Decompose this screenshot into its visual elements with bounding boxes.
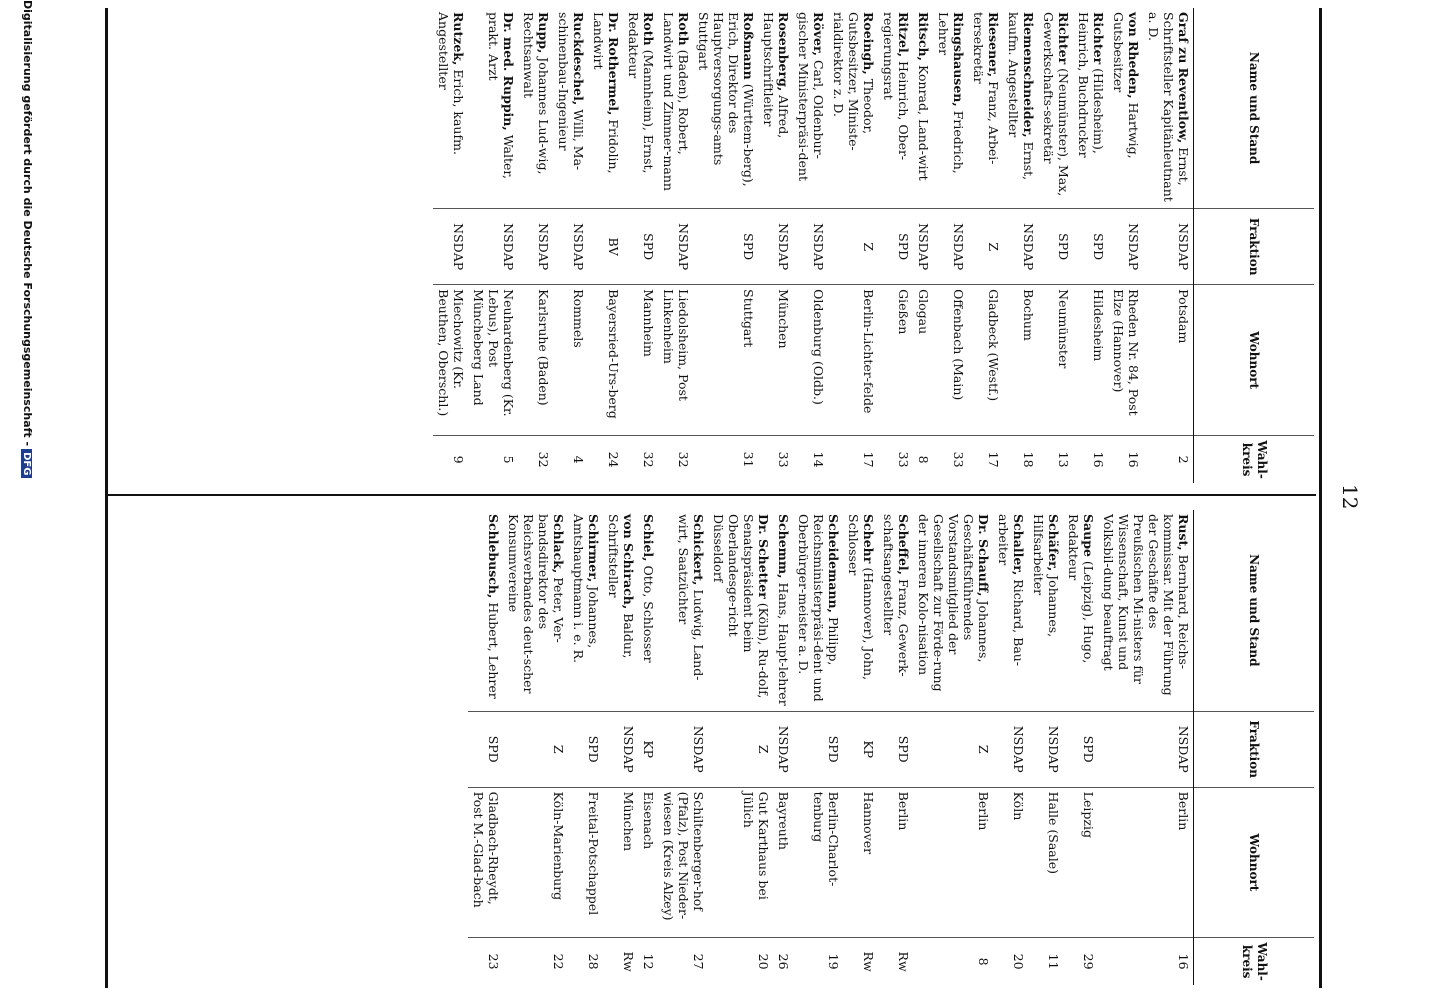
table-row — [638, 510, 658, 985]
table-row — [1028, 510, 1063, 985]
person-details: Theodor, Gutsbesitzer, Ministe-rialdirektor z. D. — [831, 12, 876, 151]
page-number: 12 — [1338, 484, 1362, 510]
person-details: Willi, Ma-schinenbau-Ingenieur — [556, 12, 586, 171]
header-fraktion: Fraktion — [1194, 711, 1315, 787]
table-row — [518, 8, 553, 483]
entry-wohnort: Stuttgart — [693, 285, 758, 436]
table-row — [1098, 510, 1194, 985]
entry-wahlkreis: 5 — [468, 436, 518, 483]
person-surname: Roth — [641, 12, 656, 46]
entry-name — [468, 8, 518, 209]
entry-wohnort: Oldenburg (Oldb.) — [793, 285, 828, 436]
entry-name — [913, 510, 993, 711]
entry-wohnort: Freital-Potschappel — [568, 787, 603, 938]
table-row — [1003, 8, 1038, 483]
entry-name — [913, 8, 933, 209]
entry-wohnort: München — [758, 285, 793, 436]
entry-wohnort: Neuhardenberg (Kr. Lebus), Post Müncheberg Land — [468, 285, 518, 436]
person-details: Konrad, Land-wirt — [916, 64, 931, 181]
table-row — [1143, 8, 1194, 483]
entry-fraktion: NSDAP — [433, 209, 468, 285]
person-surname: Schehr — [861, 514, 876, 564]
entry-wohnort: Berlin-Charlot-tenburg — [793, 787, 843, 938]
entry-wohnort: Potsdam — [1143, 285, 1194, 436]
person-surname: Schiel, — [641, 514, 656, 562]
person-details: (Köln), Ru-dolf, Senatspräsident beim Oberlandesge-richt Düsseldorf — [711, 514, 771, 699]
header-wahlkreis: Wahl-kreis — [1194, 436, 1315, 483]
table-row — [658, 510, 708, 985]
person-surname: Richter — [1056, 12, 1071, 65]
table-row — [878, 510, 913, 985]
entry-name — [878, 510, 913, 711]
person-surname: Rutzek, — [451, 12, 466, 66]
entry-name — [568, 510, 603, 711]
entry-wohnort: Offenbach (Main) — [933, 285, 968, 436]
entry-wahlkreis: 33 — [758, 436, 793, 483]
header-wahlkreis: Wahl-kreis — [1194, 938, 1315, 985]
entry-fraktion: NSDAP — [468, 209, 518, 285]
table-row — [553, 8, 588, 483]
bottom-rule — [105, 8, 108, 988]
table-row — [708, 510, 773, 985]
entry-wahlkreis: 23 — [468, 938, 503, 985]
person-surname: Röver, — [811, 12, 826, 56]
entry-name — [968, 8, 1003, 209]
table-row — [588, 8, 623, 483]
entry-fraktion: Z — [913, 711, 993, 787]
entry-name — [553, 8, 588, 209]
person-surname: Schäfer, — [1046, 514, 1061, 572]
entry-fraktion: SPD — [693, 209, 758, 285]
entry-wahlkreis: 22 — [503, 938, 568, 985]
entry-wahlkreis: 27 — [658, 938, 708, 985]
person-surname: Schlack, — [551, 514, 566, 574]
entry-fraktion: BV — [588, 209, 623, 285]
entry-name — [933, 8, 968, 209]
entry-wohnort: Berlin — [913, 787, 993, 938]
table-row — [1038, 8, 1073, 483]
entry-wohnort: Berlin — [1098, 787, 1194, 938]
entry-wahlkreis: 14 — [793, 436, 828, 483]
table-row — [433, 8, 468, 483]
entry-name — [638, 510, 658, 711]
entry-wahlkreis: 11 — [1028, 938, 1063, 985]
entry-wahlkreis: 33 — [933, 436, 968, 483]
table-row — [793, 510, 843, 985]
entry-name — [693, 8, 758, 209]
entry-wohnort: Berlin-Lichter-felde — [828, 285, 878, 436]
entry-name — [1028, 510, 1063, 711]
entry-name — [793, 8, 828, 209]
entry-wahlkreis: Rw — [603, 938, 638, 985]
entry-name — [623, 8, 658, 209]
entry-fraktion: NSDAP — [1098, 711, 1194, 787]
person-details: Franz, Arbei-tersekretär — [971, 12, 1001, 165]
table-row — [568, 510, 603, 985]
table-row — [468, 510, 503, 985]
entry-wohnort: Rheden Nr. 84, Post Elze (Hannover) — [1108, 285, 1143, 436]
entry-fraktion: Z — [828, 209, 878, 285]
person-surname: Riemenschneider, — [1021, 12, 1036, 138]
entry-wahlkreis: 12 — [638, 938, 658, 985]
entry-fraktion: NSDAP — [1003, 209, 1038, 285]
entry-name — [603, 510, 638, 711]
entry-wahlkreis: 32 — [658, 436, 693, 483]
entry-wohnort: Köln-Marienburg — [503, 787, 568, 938]
person-details: (Leipzig), Hugo, Redakteur — [1066, 514, 1096, 664]
entry-fraktion: NSDAP — [793, 209, 828, 285]
entry-name — [1098, 510, 1194, 711]
person-surname: Ritsch, — [916, 12, 931, 61]
entry-wahlkreis: 16 — [1108, 436, 1143, 483]
entry-name — [1073, 8, 1108, 209]
footer-text: Digitalisierung gefördert durch die Deutsche Forschungsgemeinschaft - — [21, 0, 34, 447]
dfg-logo: DFG — [21, 449, 32, 478]
person-details: Philipp, Reichsministerpräsi-dent und Oberbürger-meister a. D. — [796, 514, 841, 702]
entry-wohnort: Mannheim — [623, 285, 658, 436]
table-row — [993, 510, 1028, 985]
person-surname: Schlebusch, — [486, 514, 501, 599]
entry-fraktion: SPD — [623, 209, 658, 285]
person-surname: Scheidemann, — [826, 514, 841, 613]
left-register — [433, 8, 1314, 483]
entry-fraktion: NSDAP — [1143, 209, 1194, 285]
entry-wahlkreis: 26 — [773, 938, 793, 985]
entry-name — [1108, 8, 1143, 209]
person-details: Hartwig, Gutsbesitzer — [1111, 12, 1141, 159]
person-details: (Württem-berg), Erich, Direktor des Hauptversorgungs-amts Stuttgart — [696, 12, 756, 187]
entry-wahlkreis: 17 — [828, 436, 878, 483]
entry-name — [433, 8, 468, 209]
entry-name — [1038, 8, 1073, 209]
entry-wohnort: Halle (Saale) — [1028, 787, 1063, 938]
right-table — [468, 510, 1314, 985]
entry-fraktion: NSDAP — [518, 209, 553, 285]
entry-fraktion: SPD — [878, 209, 913, 285]
person-surname: Saupe — [1081, 514, 1096, 557]
entry-name — [843, 510, 878, 711]
entry-wohnort: Berlin — [878, 787, 913, 938]
person-details: Ernst, kaufm. Angestellter — [1006, 12, 1036, 181]
entry-fraktion: NSDAP — [1028, 711, 1063, 787]
entry-name — [758, 8, 793, 209]
person-surname: Roth — [676, 12, 691, 46]
entry-wohnort: Miechowitz (Kr. Beuthen, Oberschl.) — [433, 285, 468, 436]
person-details: Franz, Gewerk-schaftsangestellter — [881, 514, 911, 677]
entry-wahlkreis: 20 — [993, 938, 1028, 985]
person-details: Erich, kaufm. Angestellter — [436, 12, 466, 155]
table-row — [758, 8, 793, 483]
table-row — [1108, 8, 1143, 483]
entry-wahlkreis: 33 — [878, 436, 913, 483]
entry-name — [878, 8, 913, 209]
person-details: Johannes, Geschäftsführendes Vorstandsmitglied der Gesellschaft zur Förde-rung der inneren Kolo-nisation — [916, 514, 991, 692]
entry-wahlkreis: 18 — [1003, 436, 1038, 483]
table-row — [468, 8, 518, 483]
person-details: Bernhard, Reichs-kommissar. Mit der Führung der Geschäfte des Preußischen Mi-nisters für Wissenschaft, Kunst und Volksbil-dung beauftragt — [1101, 514, 1191, 696]
entry-name — [658, 8, 693, 209]
entry-name — [793, 510, 843, 711]
person-details: Ludwig, Land-wirt, Saatzüchter — [676, 514, 706, 681]
entry-fraktion: SPD — [468, 711, 503, 787]
entry-name — [588, 8, 623, 209]
entry-fraktion: SPD — [793, 711, 843, 787]
entry-fraktion: Z — [968, 209, 1003, 285]
entry-wohnort: Neumünster — [1038, 285, 1073, 436]
person-surname: Schickert, — [691, 514, 706, 586]
header-wohnort: Wohnort — [1194, 285, 1315, 436]
person-surname: Dr. med. Ruppin, — [501, 12, 516, 131]
entry-wohnort: Rommels — [553, 285, 588, 436]
entry-fraktion: KP — [638, 711, 658, 787]
entry-fraktion: SPD — [878, 711, 913, 787]
footer — [21, 0, 34, 1000]
entry-wohnort: Glogau — [913, 285, 933, 436]
entry-name — [503, 510, 568, 711]
entry-name — [708, 510, 773, 711]
header-wohnort: Wohnort — [1194, 787, 1315, 938]
person-surname: Graf zu Reventlow, — [1176, 12, 1191, 144]
entry-fraktion: NSDAP — [658, 711, 708, 787]
person-details: Otto, Schlosser — [641, 565, 656, 663]
entry-wahlkreis: 24 — [588, 436, 623, 483]
entry-fraktion: Z — [708, 711, 773, 787]
person-surname: Ringshausen, — [951, 12, 966, 107]
table-row — [913, 510, 993, 985]
entry-wohnort: Hildesheim — [1073, 285, 1108, 436]
entry-wahlkreis: Rw — [843, 938, 878, 985]
person-details: (Neumünster), Max, Gewerkschafts-sekretär — [1041, 12, 1071, 197]
person-details: (Hildesheim), Heinrich, Buchdrucker — [1076, 12, 1106, 158]
right-register — [468, 510, 1314, 985]
entry-wahlkreis: 17 — [968, 436, 1003, 483]
person-details: Alfred, Hauptschriftleiter — [761, 12, 791, 139]
person-surname: Rust, — [1176, 514, 1191, 551]
entry-fraktion: NSDAP — [1108, 209, 1143, 285]
entry-wohnort: Bayersried-Urs-berg — [588, 285, 623, 436]
person-details: Johannes Lud-wig, Rechtsanwalt — [521, 12, 551, 175]
entry-name — [1003, 8, 1038, 209]
entry-wohnort: Gladbeck (Westf.) — [968, 285, 1003, 436]
entry-wahlkreis: 16 — [1098, 938, 1194, 985]
entry-fraktion: SPD — [1038, 209, 1073, 285]
entry-fraktion: NSDAP — [933, 209, 968, 285]
person-details: Johannes, Amtshauptmann i. e. R. — [571, 514, 601, 663]
header-fraktion: Fraktion — [1194, 209, 1315, 285]
entry-wahlkreis: 2 — [1143, 436, 1194, 483]
entry-name — [518, 8, 553, 209]
column-divider — [106, 494, 1316, 496]
table-row — [623, 8, 658, 483]
table-row — [603, 510, 638, 985]
entry-fraktion: SPD — [568, 711, 603, 787]
person-surname: Schemm, — [776, 514, 791, 579]
person-surname: Dr. Rothermel, — [606, 12, 621, 116]
entry-fraktion: NSDAP — [913, 209, 933, 285]
person-details: Carl, Oldenbur-gischer Ministerpräsi-dent — [796, 12, 826, 182]
person-details: Heinrich, Ober-regierungsrat — [881, 12, 911, 161]
person-details: Richard, Bau-arbeiter — [996, 514, 1026, 667]
top-rule — [1319, 8, 1322, 988]
person-details: (Baden), Robert, Landwirt und Zimmer-mann — [661, 12, 691, 191]
person-details: Fridolin, Landwirt — [591, 12, 621, 174]
table-row — [773, 510, 793, 985]
entry-wohnort: Gladbach-Rheydt, Post M.-Glad-bach — [468, 787, 503, 938]
table-row — [913, 8, 933, 483]
person-surname: Ruckdeschel, — [571, 12, 586, 106]
person-surname: Riesener, — [986, 12, 1001, 78]
entry-name — [468, 510, 503, 711]
entry-wahlkreis: 20 — [708, 938, 773, 985]
entry-wahlkreis: 8 — [913, 938, 993, 985]
person-surname: Dr. Schetter — [756, 514, 771, 599]
table-row — [1063, 510, 1098, 985]
person-details: Johannes, Hilfsarbeiter — [1031, 514, 1061, 638]
entry-wohnort: Karlsruhe (Baden) — [518, 285, 553, 436]
person-surname: Roeingh, — [861, 12, 876, 75]
entry-wahlkreis: 13 — [1038, 436, 1073, 483]
entry-fraktion: NSDAP — [658, 209, 693, 285]
person-details: (Hannover), John, Schlosser — [846, 514, 876, 681]
person-surname: Ritzel, — [896, 12, 911, 58]
entry-wahlkreis: 32 — [623, 436, 658, 483]
entry-name — [658, 510, 708, 711]
entry-wahlkreis: 16 — [1073, 436, 1108, 483]
entry-wahlkreis: Rw — [878, 938, 913, 985]
person-details: (Mannheim), Ernst, Redakteur — [626, 12, 656, 174]
table-row — [828, 8, 878, 483]
entry-name — [993, 510, 1028, 711]
entry-name — [1143, 8, 1194, 209]
header-name: Name und Stand — [1194, 510, 1315, 711]
person-details: Walter, prakt. Arzt — [486, 12, 516, 179]
entry-wohnort: München — [603, 787, 638, 938]
table-row — [658, 8, 693, 483]
person-details: Peter, Ver-bandsdirektor des Reichsverbandes deut-scher Konsumvereine — [506, 514, 566, 694]
person-details: Ernst, Schriftsteller Kapitänleutnant a. D. — [1146, 12, 1191, 202]
entry-fraktion: NSDAP — [758, 209, 793, 285]
entry-fraktion: SPD — [1063, 711, 1098, 787]
entry-wohnort: Eisenach — [638, 787, 658, 938]
person-details: Baldur, Schriftsteller — [606, 514, 636, 659]
entry-name — [828, 8, 878, 209]
entry-fraktion: Z — [503, 711, 568, 787]
person-surname: Roßmann — [741, 12, 756, 80]
header-name: Name und Stand — [1194, 8, 1315, 209]
person-details: Hans, Haupt-lehrer — [776, 582, 791, 706]
entry-wohnort: Gießen — [878, 285, 913, 436]
person-details: Friedrich, Lehrer — [936, 12, 966, 174]
entry-wahlkreis: 32 — [518, 436, 553, 483]
person-surname: von Rheden, — [1126, 12, 1141, 99]
table-row — [878, 8, 913, 483]
person-surname: Schirmer, — [586, 514, 601, 583]
entry-name — [773, 510, 793, 711]
person-surname: Rosenberg, — [776, 12, 791, 92]
entry-wahlkreis: 19 — [793, 938, 843, 985]
person-surname: Schaller, — [1011, 514, 1026, 576]
entry-wohnort: Hannover — [843, 787, 878, 938]
table-row — [503, 510, 568, 985]
entry-fraktion: NSDAP — [603, 711, 638, 787]
person-surname: Rupp, — [536, 12, 551, 54]
person-surname: von Schirach, — [621, 514, 636, 610]
entry-wahlkreis: 31 — [693, 436, 758, 483]
entry-wahlkreis: 9 — [433, 436, 468, 483]
entry-wohnort: Bayreuth — [773, 787, 793, 938]
entry-wahlkreis: 29 — [1063, 938, 1098, 985]
table-row — [793, 8, 828, 483]
table-row — [693, 8, 758, 483]
entry-wohnort: Köln — [993, 787, 1028, 938]
person-surname: Dr. Schauff, — [976, 514, 991, 597]
entry-fraktion: NSDAP — [773, 711, 793, 787]
entry-wohnort: Schiltenberger-hof (Pfalz), Post Nieder-wiesen (Kreis Alzey) — [658, 787, 708, 938]
entry-fraktion: KP — [843, 711, 878, 787]
table-row — [933, 8, 968, 483]
person-surname: Richter — [1091, 12, 1106, 65]
table-row — [843, 510, 878, 985]
entry-wohnort: Liedolsheim, Post Linkenheim — [658, 285, 693, 436]
entry-wohnort: Gut Karthaus bei Jülich — [708, 787, 773, 938]
entry-fraktion: SPD — [1073, 209, 1108, 285]
entry-wohnort: Leipzig — [1063, 787, 1098, 938]
entry-wohnort: Bochum — [1003, 285, 1038, 436]
entry-fraktion: NSDAP — [553, 209, 588, 285]
entry-fraktion: NSDAP — [993, 711, 1028, 787]
entry-wahlkreis: 4 — [553, 436, 588, 483]
entry-wahlkreis: 28 — [568, 938, 603, 985]
entry-name — [1063, 510, 1098, 711]
person-details: Hubert, Lehrer — [486, 602, 501, 699]
person-surname: Scheffel, — [896, 514, 911, 575]
left-table — [433, 8, 1314, 483]
entry-wahlkreis: 8 — [913, 436, 933, 483]
table-row — [1073, 8, 1108, 483]
table-row — [968, 8, 1003, 483]
